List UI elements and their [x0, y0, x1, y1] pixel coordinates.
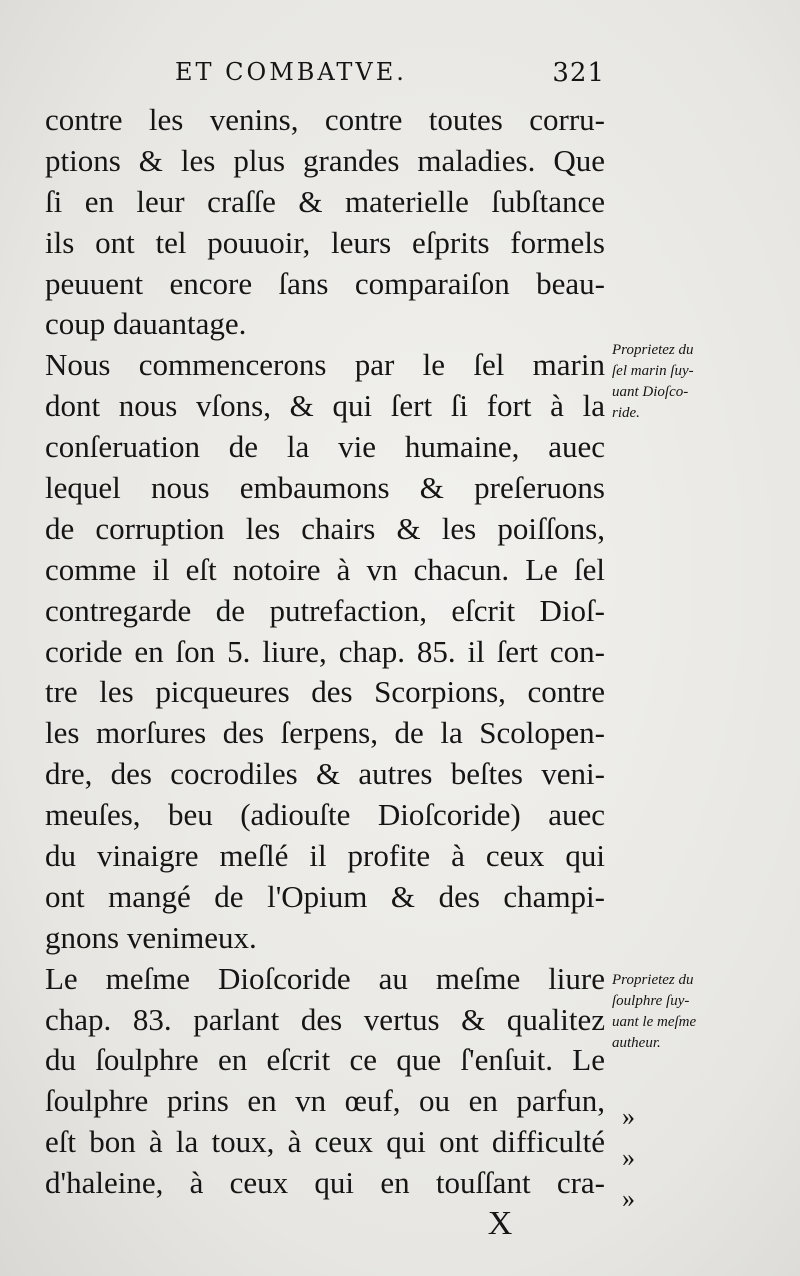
text-line: lequel nous embaumons & preſeruons	[45, 470, 605, 506]
margin-note-line: Proprietez du	[612, 972, 694, 988]
text-line: gnons venimeux.	[45, 919, 257, 955]
text-line: ſi en leur craſſe & materielle ſubſtance	[45, 183, 605, 219]
text-line: ptions & les plus grandes maladies. Que	[45, 142, 605, 178]
text-line: chap. 83. parlant des vertus & qualitez	[45, 1001, 605, 1037]
text-line: du vinaigre meſlé il profite à ceux qui	[45, 838, 605, 874]
text-line: peuuent encore ſans comparaiſon beau-	[45, 265, 605, 301]
text-line: Nous commencerons par le ſel marin	[45, 347, 605, 383]
text-line: ils ont tel pouuoir, leurs eſprits formels	[45, 224, 605, 260]
running-title: ET COMBATVE.	[175, 58, 407, 86]
text-line: de corruption les chairs & les poiſſons,	[45, 510, 605, 546]
text-line: comme il eſt notoire à vn chacun. Le ſel	[45, 551, 605, 587]
margin-note-line: ſel marin ſuy-	[612, 363, 694, 379]
margin-note-line: ride.	[612, 405, 640, 421]
text-line: eſt bon à la toux, à ceux qui ont difficulté	[45, 1124, 605, 1160]
margin-note-soulphre	[612, 970, 762, 1054]
text-line: ſoulphre prins en vn œuf, ou en parfun,	[45, 1083, 605, 1119]
text-line: Le meſme Dioſcoride au meſme liure	[45, 960, 605, 996]
quote-mark: »	[622, 1184, 635, 1213]
quotation-marks	[622, 1096, 662, 1219]
margin-note-line: ſoulphre ſuy-	[612, 993, 690, 1009]
quote-mark: »	[622, 1143, 635, 1172]
margin-note-line: autheur.	[612, 1035, 661, 1051]
text-line: du ſoulphre en eſcrit ce que ſ'enſuit. Le	[45, 1042, 605, 1078]
margin-note-line: uant Dioſco-	[612, 384, 689, 400]
text-line: dre, des cocrodiles & autres beſtes veni-	[45, 756, 605, 792]
text-line: coup dauantage.	[45, 306, 247, 342]
text-line: ont mangé de l'Opium & des champi-	[45, 878, 605, 914]
signature-mark: X	[487, 1205, 513, 1242]
running-head	[175, 58, 605, 92]
text-line: contre les venins, contre toutes corru-	[45, 102, 605, 137]
page-number: 321	[552, 58, 605, 88]
text-line: conſeruation de la vie humaine, auec	[45, 429, 605, 465]
quote-mark: »	[622, 1102, 635, 1131]
margin-note-sel-marin	[612, 340, 762, 424]
text-line: coride en ſon 5. liure, chap. 85. il ſert con-	[45, 633, 605, 669]
text-line: les morſures des ſerpens, de la Scolopen-	[45, 715, 605, 751]
text-line: dont nous vſons, & qui ſert ſi fort à la	[45, 388, 605, 424]
body-text	[45, 100, 605, 1204]
text-line: contregarde de putrefaction, eſcrit Dioſ-	[45, 592, 605, 628]
text-line: d'haleine, à ceux qui en touſſant cra-	[45, 1165, 605, 1201]
margin-note-line: Proprietez du	[612, 342, 694, 358]
margin-note-line: uant le meſme	[612, 1014, 697, 1030]
text-line: meuſes, beu (adiouſte Dioſcoride) auec	[45, 797, 605, 833]
text-line: tre les picqueures des Scorpions, contre	[45, 674, 605, 710]
